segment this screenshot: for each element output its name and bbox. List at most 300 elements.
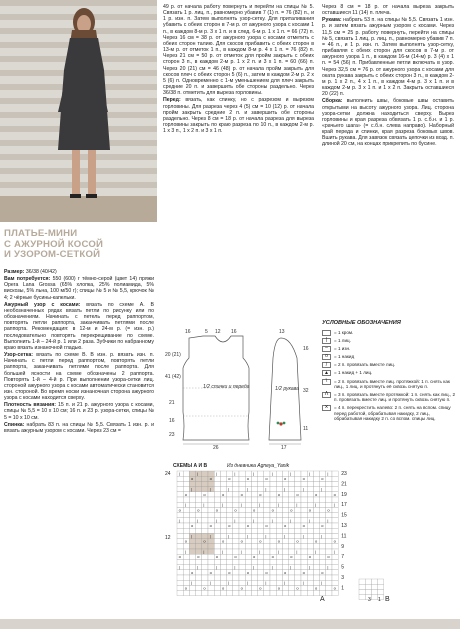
chart-symbol: o xyxy=(315,538,318,544)
paragraph-label: Рукава: xyxy=(322,17,342,24)
chart-symbol: o xyxy=(265,523,268,528)
chart-cell xyxy=(301,549,307,554)
chart-cell xyxy=(208,559,214,564)
chart-cell xyxy=(313,554,319,559)
title-line: С АЖУРНОЙ КОСОЙ xyxy=(4,238,104,250)
paragraph xyxy=(4,402,154,420)
chart-cell xyxy=(233,575,239,580)
chart-cell xyxy=(196,487,202,492)
chart-symbol: | xyxy=(296,502,298,508)
size-value: 36/38 (40/42) xyxy=(25,269,57,275)
chart-symbol: | xyxy=(246,533,248,539)
row-label-right: 23 xyxy=(341,471,347,477)
chart-cell xyxy=(214,570,220,575)
chart-cell xyxy=(295,513,301,518)
chart-cell xyxy=(258,575,264,580)
dress-photo-illustration xyxy=(0,0,157,222)
chart-cell xyxy=(301,559,307,564)
chart-cell xyxy=(282,549,288,554)
chart-cell xyxy=(301,554,307,559)
chart-cell xyxy=(270,528,276,533)
chart-cell xyxy=(264,502,270,507)
chart-symbol: o xyxy=(333,491,336,497)
chart-symbol: o xyxy=(234,507,237,513)
chart-cell xyxy=(270,580,276,585)
chart-symbol: | xyxy=(290,471,292,476)
chart-b-cell xyxy=(371,579,377,584)
chart-cell xyxy=(177,585,183,590)
chart-cell xyxy=(295,507,301,512)
chart-cell xyxy=(227,492,233,497)
chart-cell xyxy=(301,497,307,502)
chart-cell xyxy=(233,476,239,481)
chart-cell xyxy=(183,565,189,570)
chart-cell xyxy=(276,591,282,596)
chart-cell xyxy=(332,518,338,523)
chart-symbol: | xyxy=(234,564,236,570)
chart-b-cell xyxy=(371,595,377,600)
chart-cell xyxy=(233,570,239,575)
row-label-right: 9 xyxy=(341,543,344,550)
chart-cell xyxy=(264,559,270,564)
chart-cell xyxy=(220,575,226,580)
chart-cell xyxy=(183,513,189,518)
page-footer-strip xyxy=(0,619,460,629)
chart-symbol: o xyxy=(327,554,330,560)
top-width-label: 12 xyxy=(215,329,221,335)
chart-cell xyxy=(245,591,251,596)
chart-symbol: o xyxy=(296,538,299,544)
chart-cell xyxy=(282,591,288,596)
chart-cell xyxy=(251,533,257,538)
chart-cell xyxy=(289,533,295,538)
left-measure: 23 xyxy=(169,432,175,438)
chart-header: СХЕМЫ А И В xyxy=(173,463,208,469)
chart-cell xyxy=(233,523,239,528)
chart-cell xyxy=(282,507,288,512)
top-width-label: 13 xyxy=(279,329,285,335)
chart-cell xyxy=(227,507,233,512)
chart-symbol: | xyxy=(191,580,193,586)
chart-cell xyxy=(307,539,313,544)
chart-symbol: o xyxy=(184,585,188,591)
chart-cell xyxy=(301,507,307,512)
chart-cell xyxy=(307,523,313,528)
chart-cell xyxy=(177,539,183,544)
chart-cell xyxy=(264,554,270,559)
top-width-label: 16 xyxy=(185,329,191,335)
chart-cell xyxy=(214,539,220,544)
chart-symbol: | xyxy=(184,549,186,554)
chart-symbol: o xyxy=(290,507,293,513)
chart-symbol: o xyxy=(184,538,188,544)
chart-cell xyxy=(251,580,257,585)
chart-symbol: o xyxy=(253,507,256,513)
chart-b-cell xyxy=(378,584,384,589)
chart-cell xyxy=(320,544,326,549)
legend-symbol: – xyxy=(322,346,331,352)
paragraph xyxy=(163,4,314,96)
chart-cell xyxy=(233,481,239,486)
chart-cell xyxy=(320,507,326,512)
chart-cell xyxy=(245,544,251,549)
chart-cell xyxy=(196,523,202,528)
chart-symbol: | xyxy=(228,580,230,586)
chart-cell xyxy=(202,554,208,559)
chart-cell xyxy=(233,497,239,502)
chart-symbol: | xyxy=(178,471,180,476)
chart-cell xyxy=(326,533,332,538)
chart-cell xyxy=(313,565,319,570)
chart-symbol: | xyxy=(240,502,242,508)
chart-cell xyxy=(214,533,220,538)
chart-cell xyxy=(196,481,202,486)
chart-cell xyxy=(264,539,270,544)
chart-cell xyxy=(276,559,282,564)
chart-symbol: o xyxy=(209,523,212,528)
chart-symbol: o xyxy=(259,538,262,544)
chart-symbol: o xyxy=(315,491,318,497)
chart-cell xyxy=(295,476,301,481)
chart-symbol: | xyxy=(327,517,329,523)
chart-cell xyxy=(183,523,189,528)
chart-symbol: | xyxy=(209,580,211,586)
chart-cell xyxy=(220,471,226,476)
chart-cell xyxy=(282,554,288,559)
chart-cell xyxy=(320,554,326,559)
legend-text: = 1 накид + 1 лиц. xyxy=(334,370,373,376)
chart-cell xyxy=(202,528,208,533)
chart-cell xyxy=(313,513,319,518)
chart-symbol: o xyxy=(178,507,181,513)
chart-cell xyxy=(177,591,183,596)
chart-b-cell xyxy=(359,589,365,594)
chart-mark-b: B xyxy=(385,596,390,603)
chart-cell xyxy=(189,507,195,512)
chart-cell xyxy=(214,585,220,590)
chart-symbol: | xyxy=(184,502,186,508)
chart-cell xyxy=(189,513,195,518)
chart-symbol: o xyxy=(197,507,200,513)
chart-cell xyxy=(326,544,332,549)
chart-symbol: o xyxy=(240,491,243,497)
chart-cell xyxy=(295,565,301,570)
top-width-label: 5 xyxy=(205,329,208,335)
chart-cell xyxy=(326,539,332,544)
chart-cell xyxy=(258,570,264,575)
chart-cell xyxy=(258,481,264,486)
chart-cell xyxy=(307,481,313,486)
chart-symbol: o xyxy=(228,569,231,575)
knitting-chart xyxy=(163,461,403,611)
chart-symbol: o xyxy=(215,507,219,513)
chart-symbol: o xyxy=(209,476,212,482)
chart-cell xyxy=(264,492,270,497)
chart-cell xyxy=(196,539,202,544)
chart-cell xyxy=(313,528,319,533)
chart-symbol: o xyxy=(222,538,225,544)
chart-cell xyxy=(276,518,282,523)
chart-cell xyxy=(332,559,338,564)
chart-cell xyxy=(258,476,264,481)
chart-cell xyxy=(289,492,295,497)
chart-symbol: o xyxy=(191,523,194,528)
chart-cell xyxy=(282,502,288,507)
chart-cell xyxy=(183,528,189,533)
chart-b-cell xyxy=(365,589,371,594)
chart-cell xyxy=(189,544,195,549)
paragraph-text: набрать 53 п. на спицы № 5,5. Связать 1 изн. р. и затем вязать ажурным узором с косами. Через 11,5 см = 25 р. работу повернуть, перейти на спицы № 5, связать 1 лиц. р. лиц. п., равномерно убавив 7 п. = 46 п., и 1 р. изн. п. Затем выполнять узор-сетку, прибавляя с обеих сторон для скосов в 7-м р. от ажурного узора 1 п., в каждом 16-м (14-м) р. 3 (4) х 1 п. = 54 (56) п. Прибавленные петли включать в узор. Через 32,5 см = 76 р. от ажурного узора с косами для оката рукава закрыть с обеих сторон 3 п., в каждом 2-м р. 1 х 2 п., 4 х 1 п., в каждом 4-м р. 3 х 1 п. и в каждом 2-м р. 3 х 1 п. и 1 х 2 п. Закрыть оставшиеся 20 (22) п. xyxy=(322,17,454,98)
chart-cell xyxy=(320,559,326,564)
chart-cell xyxy=(220,559,226,564)
chart-symbol: | xyxy=(284,580,286,586)
chart-symbol: | xyxy=(197,517,199,523)
chart-cell xyxy=(282,497,288,502)
chart-symbol: o xyxy=(259,491,262,497)
chart-cell xyxy=(239,471,245,476)
chart-cell xyxy=(233,539,239,544)
chart-symbol: | xyxy=(209,533,211,539)
chart-cell xyxy=(295,554,301,559)
chart-mark-a: A xyxy=(320,596,325,603)
legend-symbol: | xyxy=(322,338,331,344)
legend-row xyxy=(322,379,458,390)
chart-cell xyxy=(196,575,202,580)
chart-cell xyxy=(270,523,276,528)
chart-cell xyxy=(282,559,288,564)
chart-cell xyxy=(301,591,307,596)
legend-text: = 3 п. провязать вместе протяжкой: 1 п. снять как лиц., 2 п. провязать вместе лиц. и протянуть сквозь снятую п. xyxy=(334,391,455,403)
chart-symbol: | xyxy=(308,517,310,523)
chart-symbol: | xyxy=(290,517,292,523)
chart-cell xyxy=(245,502,251,507)
chart-cell xyxy=(189,497,195,502)
bead-decoration-icon xyxy=(277,422,286,426)
chart-cell xyxy=(189,585,195,590)
chart-cell xyxy=(214,487,220,492)
chart-cell xyxy=(295,575,301,580)
chart-cell xyxy=(245,559,251,564)
chart-symbol: | xyxy=(277,549,279,554)
chart-symbol: | xyxy=(302,533,304,539)
legend-heading: УСЛОВНЫЕ ОБОЗНАЧЕНИЯ xyxy=(322,320,401,326)
chart-cell xyxy=(189,539,195,544)
chart-symbol: o xyxy=(277,538,281,544)
chart-cell xyxy=(183,559,189,564)
chart-symbol: | xyxy=(321,486,323,492)
chart-cell xyxy=(332,513,338,518)
column-3-text xyxy=(322,4,454,149)
chart-cell xyxy=(177,570,183,575)
chart-cell xyxy=(177,476,183,481)
chart-cell xyxy=(196,585,202,590)
row-labels-right xyxy=(341,471,347,591)
chart-cell xyxy=(239,518,245,523)
chart-cell xyxy=(239,476,245,481)
chart-symbol: o xyxy=(246,523,250,528)
chart-cell xyxy=(177,497,183,502)
chart-cell xyxy=(177,481,183,486)
chart-cell xyxy=(208,591,214,596)
chart-cell xyxy=(239,528,245,533)
chart-symbol: o xyxy=(284,569,287,575)
chart-source: Из дневника Agneya_Yanik xyxy=(227,463,290,469)
chart-cell xyxy=(270,570,276,575)
chart-cell xyxy=(233,544,239,549)
chart-cell xyxy=(258,518,264,523)
chart-cell xyxy=(313,575,319,580)
chart-cell xyxy=(276,476,282,481)
chart-cell xyxy=(202,565,208,570)
chart-cell xyxy=(326,492,332,497)
row-label-right: 3 xyxy=(341,575,344,581)
paragraph-label: Вам потребуется: xyxy=(4,276,51,283)
chart-cell xyxy=(295,559,301,564)
chart-cell xyxy=(282,585,288,590)
paragraph-text: набрать 83 п. на спицы № 5,5. Связать 1 изн. р. и вязать ажурным узором с косами. Через 23 см = xyxy=(4,421,154,434)
chart-cell xyxy=(196,528,202,533)
chart-symbol: o xyxy=(228,523,231,528)
paragraph-text: 49 р. от начала работу повернуть и перейти на спицы № 5. Связать 1 р. лиц. п., равномерно убавив 7 (1) п. = 76 (82) п., и 1 р. изн. п. Затем выполнять узор-сетку. Для приталивания убавить с обеих сторон в 7-м р. от ажурного узора с косами 1 п., в каждом 8-м р. 3 х 1 п. и в след. 6-м р. 1 х 1 п. = 66 (72) п. Через 16 см = 38 р. от ажурного узора с косами отметить с обеих сторон талию. Для скосов прибавить с обеих сторон в 13-м р. от отметок 1 п., в каждом 8-м р. 4 х 1 п. = 76 (82) п. Через 21 см = 50 р. от отметок для пройм закрыть с обеих сторон 3 п., в каждом 2-м р. 1 х 2 п. и 3 х 1 п. = 60 (66) п. Через 20 (21) см = 46 (48) р. от начала пройм закрыть для скосов плеч с обеих сторон 5 (6) п., затем в каждом 2-м р. 2 х 5 (6) п. Одновременно с 1-м уменьшением для плеч закрыть средние 20 п. и завершить обе стороны раздельно. Через 36/38 п. отметить для выреза горловины. xyxy=(163,4,314,97)
pattern-title xyxy=(4,229,154,261)
chart-symbol: | xyxy=(302,580,304,586)
chart-cell xyxy=(295,481,301,486)
model-photo xyxy=(0,0,157,222)
chart-cell xyxy=(270,575,276,580)
chart-cell xyxy=(227,591,233,596)
chart-cell xyxy=(332,575,338,580)
chart-cell xyxy=(295,591,301,596)
chart-cell xyxy=(251,528,257,533)
chart-symbol: | xyxy=(228,533,230,539)
chart-cell xyxy=(289,481,295,486)
chart-cell xyxy=(251,585,257,590)
chart-symbol: | xyxy=(222,549,224,554)
chart-cell xyxy=(307,476,313,481)
chart-cell xyxy=(196,570,202,575)
chart-symbol: o xyxy=(240,585,243,591)
paragraph-label: Узор-сетка: xyxy=(4,352,33,359)
chart-symbol: | xyxy=(253,471,255,476)
chart-symbol: | xyxy=(197,564,199,570)
chart-symbol: o xyxy=(259,585,262,591)
chart-symbol: | xyxy=(215,564,217,570)
legend-row xyxy=(322,346,458,352)
chart-symbol: o xyxy=(321,476,324,482)
chart-cell xyxy=(208,554,214,559)
chart-cell xyxy=(332,471,338,476)
chart-symbol: | xyxy=(215,471,217,476)
chart-cell xyxy=(313,481,319,486)
paragraph xyxy=(4,276,154,301)
paragraph xyxy=(322,17,454,97)
chart-cell xyxy=(220,591,226,596)
chart-cell xyxy=(307,533,313,538)
chart-cell xyxy=(264,544,270,549)
chart-cell xyxy=(313,471,319,476)
chart-cell xyxy=(233,533,239,538)
chart-cell xyxy=(270,539,276,544)
chart-symbol: o xyxy=(271,507,274,513)
chart-symbol: | xyxy=(197,471,199,476)
chart-symbol: o xyxy=(197,554,200,560)
chart-cell xyxy=(332,570,338,575)
legend-text: = 1 накид xyxy=(334,354,355,360)
chart-symbol: | xyxy=(234,471,236,476)
chart-cell xyxy=(233,591,239,596)
chart-cell xyxy=(239,507,245,512)
legend-text: = 4 п. перекрестить налево: 2 п. снять на вспом. спицу перед работой, обрабатывая накидку, 2 лиц., обрабатывая накидку 2 п. со вспом. спицы лиц. xyxy=(334,405,451,421)
chart-b-cell xyxy=(371,584,377,589)
chart-cell xyxy=(227,502,233,507)
chart-symbol: o xyxy=(178,554,181,560)
legend-text: = 1 лиц. xyxy=(334,337,351,343)
chart-cell xyxy=(208,497,214,502)
chart-cell xyxy=(183,518,189,523)
chart-cell xyxy=(233,487,239,492)
chart-symbol: o xyxy=(184,491,188,497)
chart-symbol: | xyxy=(246,580,248,586)
chart-grid xyxy=(177,471,384,600)
chart-cell xyxy=(227,559,233,564)
legend xyxy=(322,321,458,424)
chart-cell xyxy=(251,575,257,580)
chart-cell xyxy=(289,487,295,492)
chart-cell xyxy=(196,476,202,481)
chart-cell xyxy=(270,585,276,590)
chart-symbol: | xyxy=(271,564,273,570)
chart-symbol: o xyxy=(222,491,225,497)
chart-cell xyxy=(220,476,226,481)
chart-cell xyxy=(220,554,226,559)
chart-symbol: | xyxy=(327,564,329,570)
left-measure: 41 (42) xyxy=(165,374,181,380)
row-label-right: 13 xyxy=(341,523,347,529)
chart-cell xyxy=(320,539,326,544)
legend-text: = 1 кром. xyxy=(334,329,354,335)
chart-cell xyxy=(258,565,264,570)
chart-cell xyxy=(214,492,220,497)
chart-symbol: o xyxy=(228,476,231,482)
chart-cell xyxy=(332,565,338,570)
paragraph-label: Ажурный узор с косами: xyxy=(4,301,81,308)
chart-cell xyxy=(326,476,332,481)
chart-cell xyxy=(289,544,295,549)
garment-schematic xyxy=(163,328,318,460)
chart-cell xyxy=(227,544,233,549)
chart-cell xyxy=(202,481,208,486)
chart-cell xyxy=(189,549,195,554)
bottom-measure: 17 xyxy=(281,445,287,451)
chart-cell xyxy=(320,497,326,502)
chart-cell xyxy=(307,580,313,585)
title-line: ПЛАТЬЕ-МИНИ xyxy=(4,228,78,239)
paragraph-label: Перед: xyxy=(163,97,181,104)
chart-b-cell xyxy=(378,579,384,584)
chart-symbol: | xyxy=(321,580,323,586)
chart-cell xyxy=(233,585,239,590)
chart-cell xyxy=(282,544,288,549)
chart-cell xyxy=(332,528,338,533)
chart-cell xyxy=(307,544,313,549)
chart-cell xyxy=(183,554,189,559)
chart-cell xyxy=(264,549,270,554)
chart-b-cell xyxy=(359,584,365,589)
chart-symbol: | xyxy=(315,502,317,508)
chart-cell xyxy=(202,518,208,523)
chart-cell xyxy=(239,570,245,575)
chart-cell xyxy=(245,513,251,518)
